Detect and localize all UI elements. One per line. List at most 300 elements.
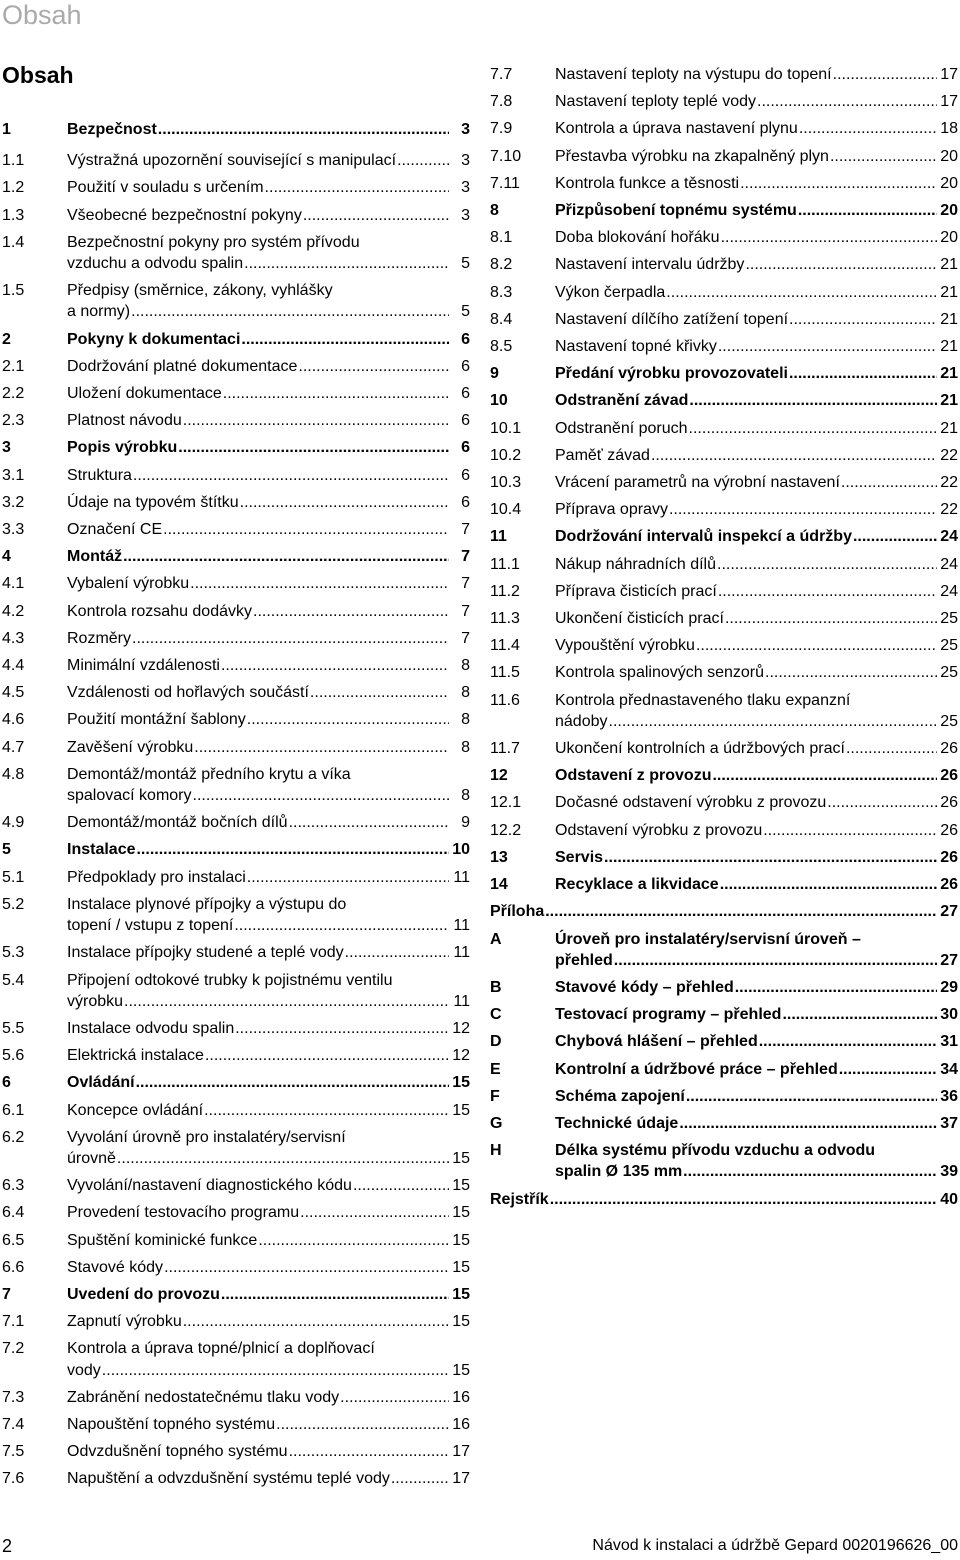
toc-entry[interactable] — [490, 738, 958, 759]
toc-entry-title-text: Výkon čerpadla — [555, 283, 666, 301]
toc-entry-number: 6 — [2, 1074, 11, 1092]
dot-leader — [276, 1414, 449, 1435]
toc-entry-title — [67, 1072, 470, 1093]
toc-entry-title — [555, 820, 958, 841]
toc-entry-title-text: Instalace odvodu spalin — [67, 1019, 235, 1037]
toc-entry[interactable] — [490, 635, 958, 656]
toc-entry-number: 2.2 — [2, 385, 25, 403]
toc-entry-title — [555, 309, 958, 330]
toc-entry-page: 8 — [461, 684, 470, 702]
toc-entry[interactable] — [2, 119, 470, 140]
toc-entry-title — [555, 363, 958, 384]
dot-leader — [846, 738, 937, 759]
toc-entry[interactable] — [490, 64, 958, 85]
toc-entry-title — [555, 445, 958, 466]
toc-entry[interactable] — [490, 662, 958, 683]
dot-leader — [735, 977, 937, 998]
toc-entry-page: 15 — [452, 1074, 470, 1092]
toc-entry-title — [555, 418, 958, 439]
toc-entry-title — [555, 526, 958, 547]
toc-entry-number: 12.2 — [490, 821, 522, 839]
toc-entry-title — [555, 1086, 958, 1107]
toc-entry[interactable] — [490, 1086, 958, 1107]
toc-entry[interactable] — [490, 227, 958, 248]
toc-entry[interactable] — [490, 146, 958, 167]
toc-entry-number: 11.6 — [490, 691, 520, 709]
toc-entry-number: 5.5 — [2, 1019, 25, 1037]
toc-entry-page: 24 — [940, 528, 958, 546]
toc-entry[interactable] — [2, 942, 470, 963]
toc-entry-title — [67, 1387, 470, 1408]
toc-entry[interactable] — [490, 173, 958, 194]
toc-entry-page: 24 — [940, 582, 958, 600]
toc-entry[interactable] — [2, 383, 470, 404]
toc-entry-page: 11 — [453, 868, 470, 886]
toc-entry-page: 15 — [452, 1149, 470, 1167]
toc-entry-title-line: a normy) — [67, 303, 131, 321]
toc-entry[interactable] — [490, 254, 958, 275]
toc-entry[interactable] — [2, 628, 470, 649]
toc-entry[interactable] — [2, 1045, 470, 1066]
dot-leader — [763, 820, 937, 841]
toc-entry-page: 24 — [940, 555, 958, 573]
toc-entry[interactable] — [2, 970, 470, 1012]
toc-entry-page: 16 — [452, 1388, 470, 1406]
toc-entry[interactable] — [2, 280, 470, 322]
toc-entry-number: 4.7 — [2, 738, 25, 756]
toc-entry-number: 5.1 — [2, 868, 25, 886]
dot-leader — [614, 950, 937, 971]
toc-entry-number: 8.1 — [490, 229, 513, 247]
dot-leader — [725, 608, 937, 629]
toc-entry-page: 26 — [940, 740, 958, 758]
toc-entry-page: 3 — [461, 152, 470, 170]
toc-entry[interactable] — [2, 764, 470, 806]
toc-entry-number: 2 — [2, 330, 11, 348]
toc-entry[interactable] — [2, 150, 470, 171]
toc-entry[interactable] — [490, 874, 958, 895]
dot-leader — [289, 1441, 449, 1462]
toc-entry[interactable] — [490, 336, 958, 357]
toc-entry[interactable] — [490, 499, 958, 520]
toc-entry[interactable] — [2, 1338, 470, 1380]
toc-entry-page: 15 — [452, 1361, 470, 1379]
toc-entry-title-text: Kontrolní a údržbové práce – přehled — [555, 1060, 838, 1078]
toc-entry[interactable] — [2, 655, 470, 676]
dot-leader — [789, 309, 937, 330]
dot-leader — [235, 1018, 449, 1039]
toc-entry-page: 21 — [940, 365, 958, 383]
dot-leader — [265, 177, 449, 198]
toc-entry[interactable] — [2, 709, 470, 730]
dot-leader — [133, 465, 449, 486]
dot-leader — [757, 91, 937, 112]
toc-entry-number: 7.5 — [2, 1443, 25, 1461]
toc-entry[interactable] — [490, 820, 958, 841]
toc-entry-page: 15 — [452, 1177, 470, 1195]
toc-entry-page: 11 — [453, 992, 470, 1010]
toc-entry-title — [67, 764, 470, 806]
toc-entry-title-text: Minimální vzdálenosti — [67, 657, 220, 675]
toc-entry-number: 11.4 — [490, 637, 520, 655]
toc-entry-title-text: Předání výrobku provozovateli — [555, 365, 788, 383]
toc-entry[interactable] — [2, 1100, 470, 1121]
dot-leader — [720, 874, 937, 895]
toc-entry[interactable] — [2, 1257, 470, 1278]
toc-entry-title-text: Rejstřík — [490, 1190, 549, 1208]
toc-entry[interactable] — [2, 410, 470, 431]
toc-entry-title — [67, 437, 470, 458]
dot-leader — [136, 1072, 449, 1093]
toc-entry-title-line: Připojení odtokové trubky k pojistnému ventilu — [67, 971, 393, 989]
toc-entry[interactable] — [2, 1230, 470, 1251]
toc-entry[interactable] — [2, 1468, 470, 1489]
toc-entry-title — [67, 280, 470, 322]
dot-leader — [131, 301, 449, 322]
toc-entry-number: E — [490, 1060, 501, 1078]
toc-entry-page: 17 — [452, 1443, 470, 1461]
toc-entry-title-text: Použití montážní šablony — [67, 711, 246, 729]
toc-entry-title-text: Odstavení z provozu — [555, 767, 712, 785]
toc-entry-title-line: Úroveň pro instalatéry/servisní úroveň – — [555, 930, 861, 948]
toc-entry-number: 6.5 — [2, 1231, 25, 1249]
dot-leader — [799, 118, 937, 139]
toc-entry-number: 8.3 — [490, 283, 513, 301]
toc-entry-number: 10.2 — [490, 446, 522, 464]
toc-entry-number: 14 — [490, 876, 508, 894]
toc-entry-page: 16 — [452, 1415, 470, 1433]
toc-entry-number: 10.3 — [490, 474, 522, 492]
toc-entry[interactable] — [490, 581, 958, 602]
toc-entry[interactable] — [490, 977, 958, 998]
toc-entry-number: 8.5 — [490, 338, 513, 356]
toc-entry-page: 6 — [461, 357, 470, 375]
toc-entry-title — [555, 91, 958, 112]
dot-leader — [717, 554, 937, 575]
toc-entry-title-text: Vypouštění výrobku — [555, 637, 695, 655]
toc-entry-page: 6 — [461, 412, 470, 430]
toc-entry-number: 7.9 — [490, 120, 513, 138]
toc-entry-title — [67, 177, 470, 198]
toc-entry-page: 22 — [940, 446, 958, 464]
toc-entry-title-text: Odvzdušnění topného systému — [67, 1443, 288, 1461]
toc-entry-page: 17 — [940, 93, 958, 111]
dot-leader — [666, 282, 937, 303]
toc-entry[interactable] — [2, 867, 470, 888]
toc-entry[interactable] — [490, 1140, 958, 1182]
toc-entry-number: 4.5 — [2, 684, 25, 702]
toc-entry-title — [67, 519, 470, 540]
toc-entry-title-text: Příprava čisticích prací — [555, 582, 717, 600]
toc-entry-title-text: Instalace přípojky studené a teplé vody — [67, 944, 344, 962]
dot-leader — [136, 839, 449, 860]
toc-entry-title-text: Zavěšení výrobku — [67, 738, 194, 756]
toc-entry-page: 18 — [940, 120, 958, 138]
toc-entry-title-text: Montáž — [67, 548, 123, 566]
dot-leader — [298, 356, 449, 377]
dot-leader — [683, 1161, 937, 1182]
toc-entry-number: C — [490, 1006, 502, 1024]
toc-entry-title-text: Příloha — [490, 903, 545, 921]
dot-leader — [545, 901, 937, 922]
toc-entry-title — [67, 894, 470, 936]
toc-entry-title — [555, 282, 958, 303]
toc-entry-title-text: Demontáž/montáž bočních dílů — [67, 814, 288, 832]
toc-entry-title-text: Výstražná upozornění související s manipulací — [67, 152, 397, 170]
toc-entry-page: 15 — [452, 1101, 470, 1119]
toc-entry-title — [67, 1284, 470, 1305]
toc-entry-title — [555, 1113, 958, 1134]
toc-entry-number: 3.3 — [2, 521, 25, 539]
dot-leader — [289, 812, 449, 833]
toc-entry-number: 6.6 — [2, 1258, 25, 1276]
toc-entry-number: A — [490, 930, 502, 948]
toc-entry[interactable] — [2, 232, 470, 274]
toc-entry[interactable] — [490, 309, 958, 330]
toc-entry[interactable] — [490, 1189, 958, 1210]
toc-entry-number: 6.3 — [2, 1177, 25, 1195]
dot-leader — [651, 445, 937, 466]
toc-entry-number: D — [490, 1033, 502, 1051]
dot-leader — [244, 253, 449, 274]
dot-leader — [827, 792, 937, 813]
toc-entry[interactable] — [490, 526, 958, 547]
toc-entry[interactable] — [490, 1004, 958, 1025]
toc-entry-title — [555, 690, 958, 732]
toc-entry-page: 5 — [461, 255, 470, 273]
toc-entry-number: 8 — [490, 202, 499, 220]
dot-leader — [123, 546, 449, 567]
toc-entry-title — [67, 839, 470, 860]
toc-entry-title — [67, 601, 470, 622]
dot-leader — [689, 418, 937, 439]
toc-entry[interactable] — [2, 737, 470, 758]
toc-entry-title-text: Všeobecné bezpečnostní pokyny — [67, 206, 302, 224]
toc-entry-title — [555, 738, 958, 759]
toc-entry-number: 4.6 — [2, 711, 25, 729]
toc-entry-number: 5.4 — [2, 971, 25, 989]
toc-entry-title — [67, 356, 470, 377]
toc-entry[interactable] — [490, 1113, 958, 1134]
dot-leader — [310, 682, 449, 703]
toc-entry-page: 8 — [461, 657, 470, 675]
dot-leader — [669, 499, 937, 520]
dot-leader — [789, 363, 937, 384]
toc-entry-title-text: Nastavení dílčího zatížení topení — [555, 310, 789, 328]
toc-entry-title-text: Stavové kódy — [67, 1258, 164, 1276]
toc-entry-title-line: topení / vstupu z topení — [67, 917, 234, 935]
toc-entry[interactable] — [490, 282, 958, 303]
toc-entry-title-text: Uložení dokumentace — [67, 385, 222, 403]
toc-entry[interactable] — [2, 1441, 470, 1462]
toc-entry[interactable] — [2, 546, 470, 567]
toc-entry[interactable] — [2, 1018, 470, 1039]
toc-entry-number: 12.1 — [490, 794, 522, 812]
toc-entry-title — [67, 709, 470, 730]
toc-entry-number: 11.5 — [490, 664, 520, 682]
toc-entry[interactable] — [2, 1311, 470, 1332]
toc-entry[interactable] — [2, 492, 470, 513]
toc-entry-title-text: Recyklace a likvidace — [555, 876, 719, 894]
toc-entry[interactable] — [490, 390, 958, 411]
toc-entry[interactable] — [2, 205, 470, 226]
toc-entry-page: 25 — [940, 637, 958, 655]
toc-entry[interactable] — [490, 929, 958, 971]
toc-entry-title — [555, 554, 958, 575]
toc-entry-title — [67, 655, 470, 676]
dot-leader — [782, 1004, 937, 1025]
dot-leader — [345, 942, 449, 963]
toc-entry-title-text: Odstranění poruch — [555, 419, 688, 437]
dot-leader — [132, 628, 449, 649]
toc-entry[interactable] — [490, 765, 958, 786]
toc-entry-title-text: Pokyny k dokumentaci — [67, 330, 241, 348]
toc-entry[interactable] — [2, 1072, 470, 1093]
toc-entry[interactable] — [490, 91, 958, 112]
toc-entry[interactable] — [490, 792, 958, 813]
toc-entry-page: 12 — [452, 1047, 470, 1065]
toc-entry-number: 6.4 — [2, 1204, 25, 1222]
toc-entry-number: H — [490, 1142, 502, 1160]
toc-entry-number: 6.1 — [2, 1101, 25, 1119]
toc-entry-page: 6 — [461, 466, 470, 484]
toc-entry-number: 1.2 — [2, 179, 25, 197]
toc-entry[interactable] — [2, 1202, 470, 1223]
toc-entry[interactable] — [490, 118, 958, 139]
dot-leader — [303, 205, 449, 226]
dot-leader — [853, 526, 937, 547]
toc-entry-title-text: Ukončení čisticích prací — [555, 610, 724, 628]
toc-entry-number: 4 — [2, 548, 11, 566]
toc-entry-title — [67, 628, 470, 649]
toc-entry[interactable] — [490, 200, 958, 221]
toc-entry[interactable] — [490, 363, 958, 384]
toc-entry-page: 20 — [940, 174, 958, 192]
toc-entry-number: 5.2 — [2, 895, 25, 913]
toc-entry-title — [67, 119, 470, 140]
dot-leader — [221, 655, 449, 676]
toc-entry[interactable] — [2, 177, 470, 198]
toc-entry-number: 11.7 — [490, 740, 520, 758]
toc-entry[interactable] — [2, 894, 470, 936]
toc-entry-title — [67, 1018, 470, 1039]
toc-entry[interactable] — [2, 573, 470, 594]
toc-entry-title — [67, 737, 470, 758]
toc-entry-number: 11.3 — [490, 610, 520, 628]
dot-leader — [102, 1360, 449, 1381]
toc-entry-number: 3 — [2, 439, 11, 457]
dot-leader — [241, 329, 449, 350]
toc-entry[interactable] — [2, 1414, 470, 1435]
toc-entry-number: 10.4 — [490, 501, 522, 519]
toc-entry-page: 21 — [940, 392, 958, 410]
toc-entry-title-text: Ukončení kontrolních a údržbových prací — [555, 740, 845, 758]
toc-entry[interactable] — [2, 682, 470, 703]
toc-entry[interactable] — [490, 554, 958, 575]
toc-entry[interactable] — [2, 356, 470, 377]
toc-entry[interactable] — [2, 437, 470, 458]
toc-entry-title-text: Přestavba výrobku na zkapalněný plyn — [555, 147, 829, 165]
toc-entry[interactable] — [490, 418, 958, 439]
toc-entry-number: 7.6 — [2, 1470, 25, 1488]
toc-entry-title — [555, 765, 958, 786]
toc-entry-title-line: přehled — [555, 951, 613, 969]
toc-entry[interactable] — [490, 472, 958, 493]
toc-entry-number: 7.8 — [490, 93, 513, 111]
toc-entry[interactable] — [2, 1175, 470, 1196]
toc-entry[interactable] — [2, 465, 470, 486]
dot-leader — [163, 519, 449, 540]
toc-entry-title-text: Nákup náhradních dílů — [555, 555, 716, 573]
toc-entry-title-text: Paměť závad — [555, 446, 650, 464]
toc-entry[interactable] — [490, 1031, 958, 1052]
toc-entry-title — [67, 1202, 470, 1223]
toc-entry-title — [67, 1100, 470, 1121]
toc-entry-number: G — [490, 1114, 503, 1132]
toc-entry-title — [555, 200, 958, 221]
toc-entry-page: 15 — [452, 1258, 470, 1276]
toc-entry[interactable] — [2, 601, 470, 622]
toc-entry-number: 1.4 — [2, 233, 25, 251]
dot-leader — [253, 601, 449, 622]
toc-entry-title — [555, 173, 958, 194]
dot-leader — [190, 573, 449, 594]
toc-entry-number: 7.10 — [490, 147, 522, 165]
toc-entry-page: 17 — [940, 66, 958, 83]
toc-entry-title-text: Vzdálenosti od hořlavých součástí — [67, 684, 309, 702]
toc-entry[interactable] — [2, 1127, 470, 1169]
dot-leader — [247, 709, 449, 730]
toc-entry[interactable] — [490, 1059, 958, 1080]
toc-entry-title-text: Vrácení parametrů na výrobní nastavení — [555, 474, 840, 492]
toc-entry-title-text: Odstavení výrobku z provozu — [555, 821, 763, 839]
toc-entry-page: 15 — [452, 1204, 470, 1222]
toc-entry-title — [555, 608, 958, 629]
toc-entry-page: 40 — [940, 1190, 958, 1208]
toc-entry-number: 4.3 — [2, 629, 25, 647]
toc-entry-title-text: Zapnutí výrobku — [67, 1313, 182, 1331]
toc-entry[interactable] — [490, 445, 958, 466]
toc-entry[interactable] — [2, 1387, 470, 1408]
toc-entry-page: 20 — [940, 202, 958, 220]
toc-entry[interactable] — [490, 608, 958, 629]
toc-title: Obsah — [2, 62, 74, 88]
toc-entry-page: 6 — [461, 439, 470, 457]
toc-entry[interactable] — [2, 812, 470, 833]
page-footer — [0, 1536, 960, 1558]
toc-entry[interactable] — [490, 847, 958, 868]
toc-entry[interactable] — [2, 839, 470, 860]
toc-entry[interactable] — [2, 1284, 470, 1305]
toc-entry[interactable] — [2, 519, 470, 540]
toc-entry[interactable] — [490, 901, 958, 922]
toc-entry-page: 17 — [452, 1470, 470, 1488]
toc-entry[interactable] — [2, 329, 470, 350]
toc-entry-title-text: Přizpůsobení topnému systému — [555, 202, 797, 220]
toc-entry[interactable] — [490, 690, 958, 732]
toc-entry-page: 3 — [461, 179, 470, 197]
toc-entry-title — [555, 390, 958, 411]
dot-leader — [183, 410, 449, 431]
toc-entry-number: 7.4 — [2, 1415, 25, 1433]
toc-entry-number: 1.5 — [2, 282, 25, 300]
toc-entry-title-text: Údaje na typovém štítku — [67, 493, 239, 511]
toc-entry-title-text: Nastavení intervalu údržby — [555, 256, 745, 274]
toc-entry-page: 26 — [940, 821, 958, 839]
toc-entry-title — [67, 682, 470, 703]
toc-entry-page: 27 — [940, 951, 958, 969]
toc-entry-title — [67, 329, 470, 350]
